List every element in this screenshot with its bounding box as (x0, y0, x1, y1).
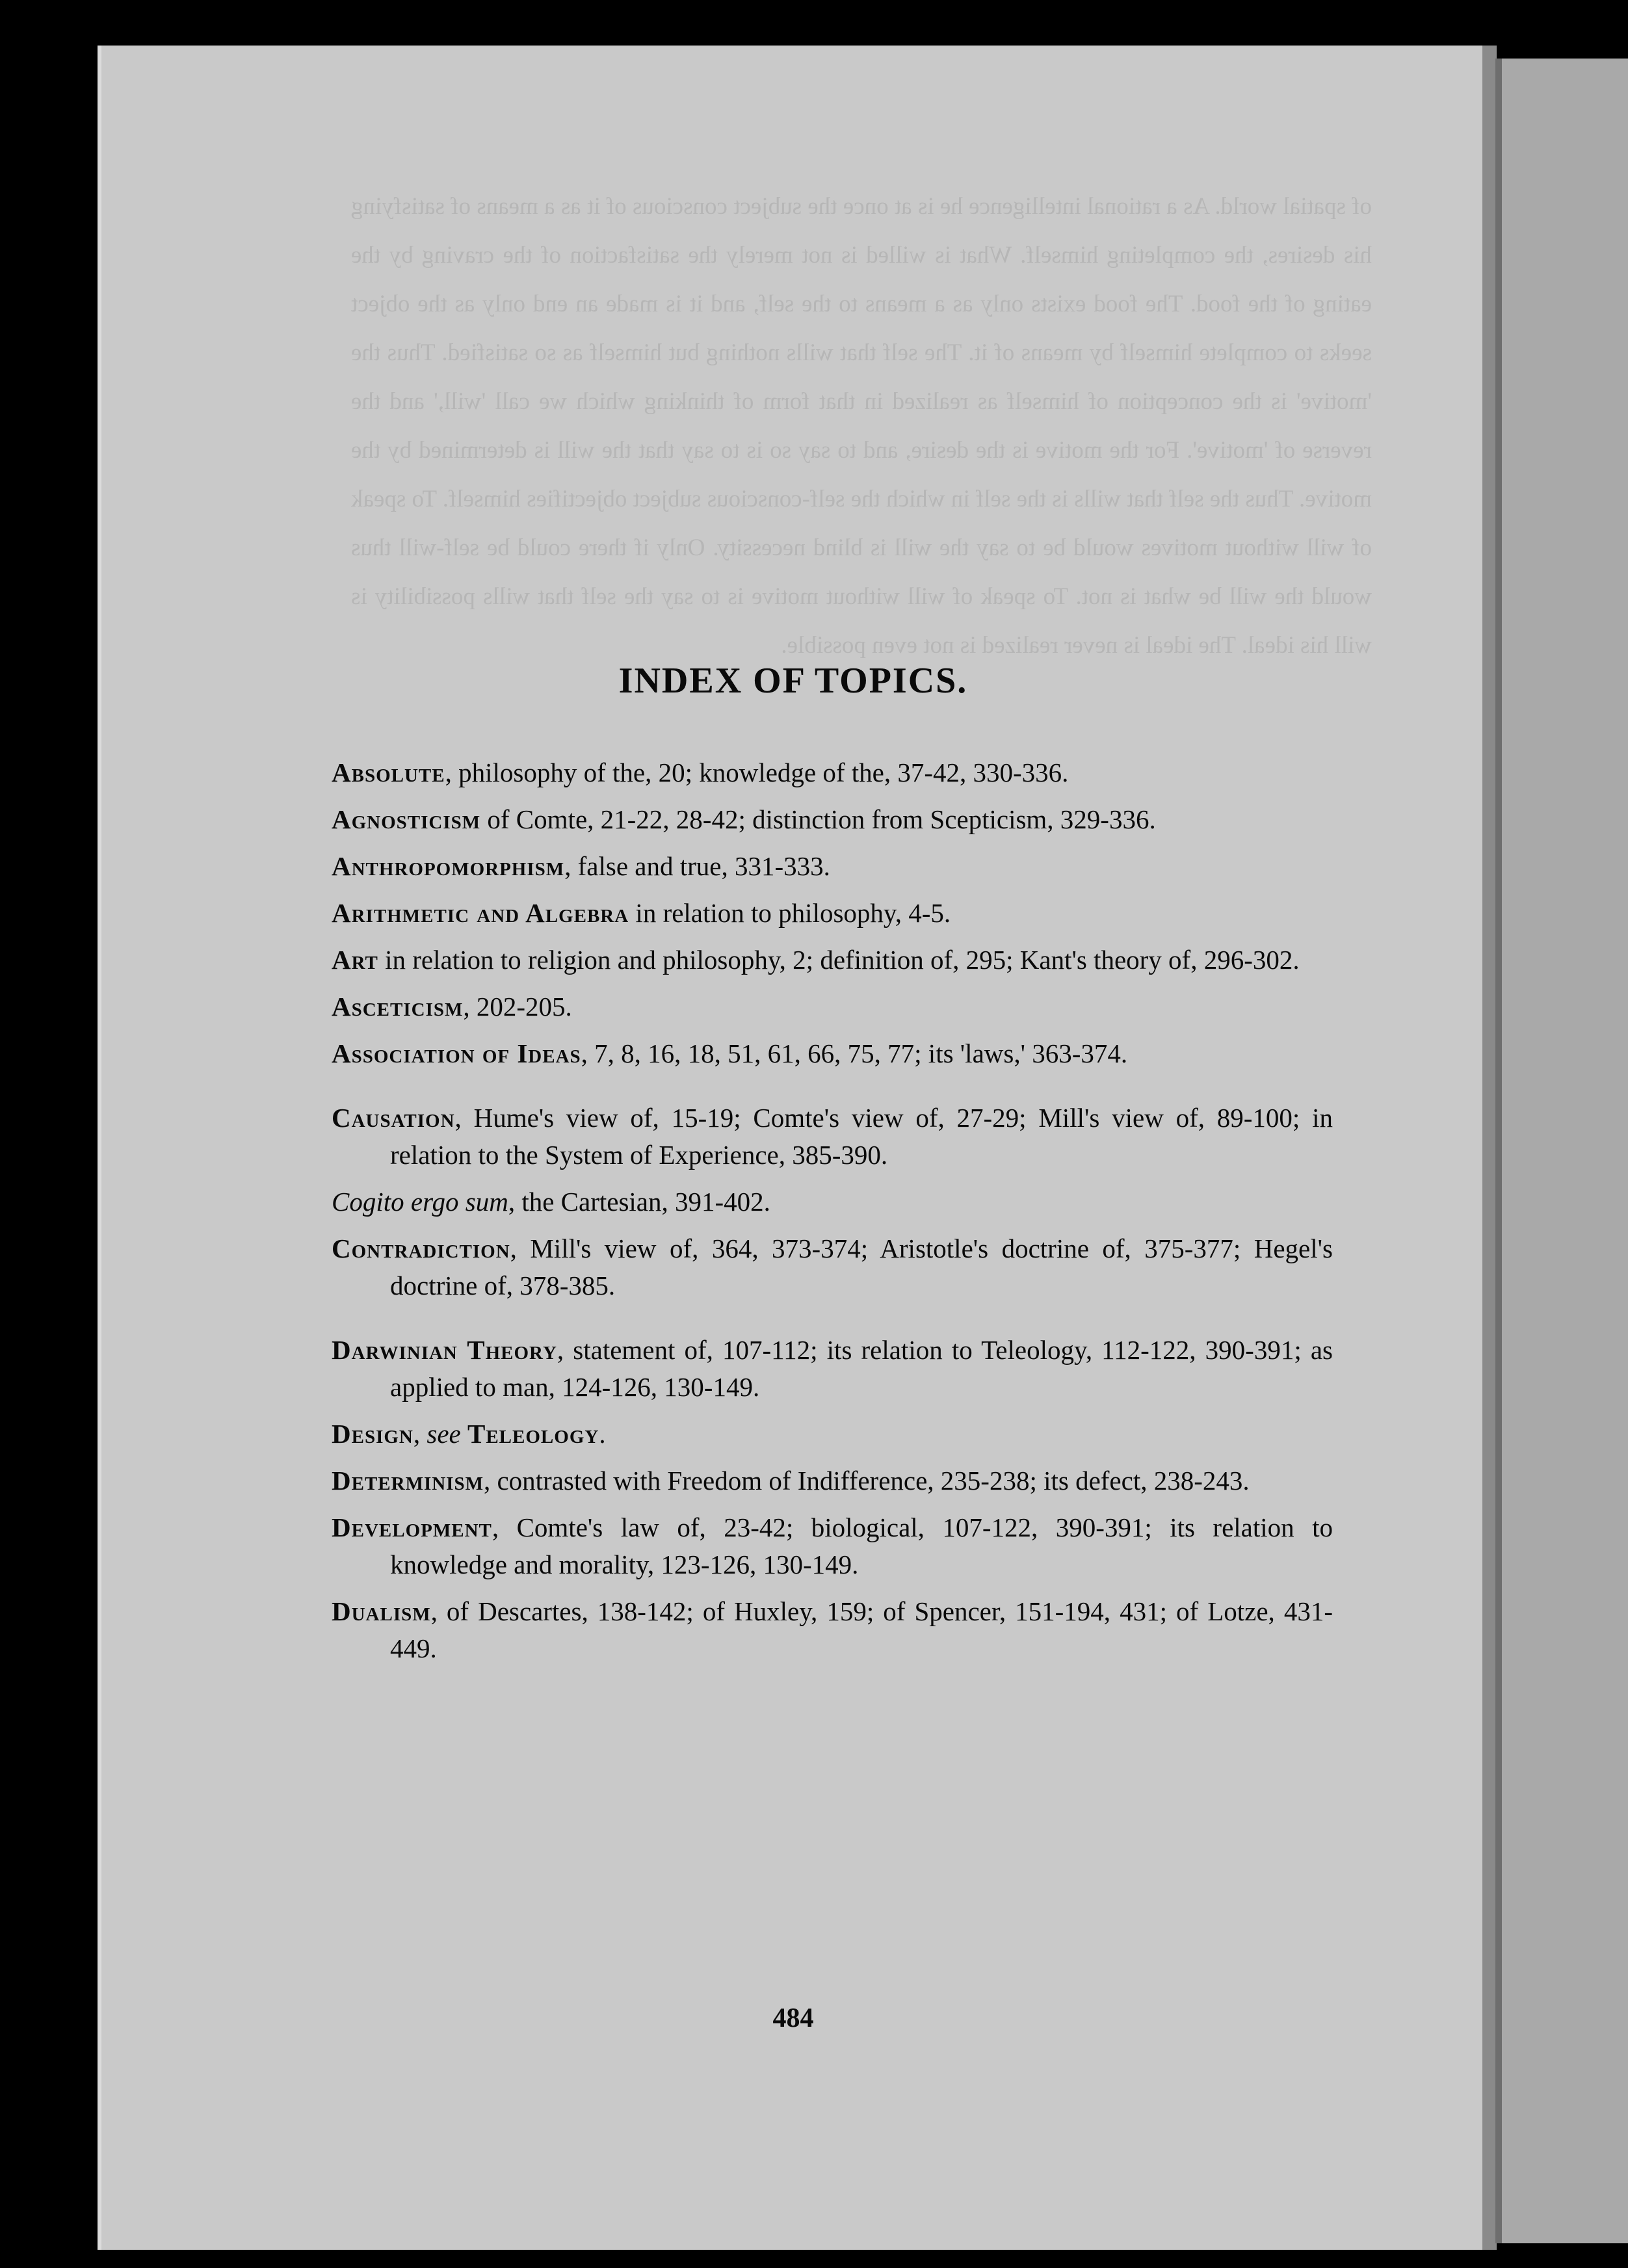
entry-heading: Causation (332, 1103, 455, 1133)
page-number: 484 (772, 2003, 814, 2033)
entry-heading: Dualism (332, 1596, 431, 1626)
facing-page-edge (1495, 59, 1628, 2243)
entry-text: in relation to religion and philosophy, 2; definition of, 295; Kant's theory of, 296-302. (378, 945, 1300, 975)
index-entry (332, 988, 1333, 1025)
index-entry (332, 942, 1333, 979)
page-gutter (1482, 46, 1497, 2250)
entry-heading: Agnosticism (332, 804, 481, 834)
index-entry (332, 801, 1333, 838)
entry-text: , 7, 8, 16, 18, 51, 61, 66, 75, 77; its 'laws,' 363-374. (581, 1038, 1128, 1068)
entry-heading: Cogito ergo sum (332, 1187, 508, 1217)
index-entry (332, 1100, 1333, 1174)
entry-heading: Darwinian Theory (332, 1335, 557, 1365)
entry-text: of Comte, 21-22, 28-42; distinction from Scepticism, 329-336. (480, 804, 1156, 834)
index-entry (332, 895, 1333, 932)
index-entry (332, 1230, 1333, 1304)
entry-heading: Anthropomorphism (332, 851, 565, 881)
entry-text: , the Cartesian, 391-402. (508, 1187, 770, 1217)
entry-text: , Mill's view of, 364, 373-374; Aristotle's doctrine of, 375-377; Hegel's doctrine of, 378-385. (390, 1233, 1333, 1300)
index-entry (332, 848, 1333, 885)
entry-text: , Comte's law of, 23-42; biological, 107-122, 390-391; its relation to knowledge and morality, 123-126, 130-149. (390, 1512, 1333, 1579)
entry-heading: Absolute (332, 758, 445, 787)
entry-text: , false and true, 331-333. (564, 851, 830, 881)
entry-text: , Hume's view of, 15-19; Comte's view of, 27-29; Mill's view of, 89-100; in relation to the System of Experience, 385-390. (390, 1103, 1333, 1170)
index-entry (332, 1183, 1333, 1220)
bleed-through-text: of spatial world. As a rational intelligence he is at once the subject conscious of it as a means of satisfying his desires, the completing himself. What is willed is not merely the satisfaction of the craving by the eating of the food. The food exists only as a means to the self, and it is made an end only as the object seeks to complete himself by means of it. The self that wills nothing but himself as so satisfied. Thus the 'motive' is the conception of himself as realized in that form of thinking which we call 'will,' and the reverse of 'motive'. For the motive is the desire, and to say so is to say that the will is determined by the motive. Thus the self that wills is the self in which the self-conscious subject objectifies himself. To speak of will without motives would be to say the will is blind necessity. Only if there could be self-will thus would the will be what is not. To speak of will without motive is to say the self that wills possibility is will his ideal. The ideal is never realized is not even possible. (351, 193, 1372, 659)
entry-text: , 202-205. (463, 992, 572, 1022)
entry-text: , philosophy of the, 20; knowledge of the, 37-42, 330-336. (445, 758, 1069, 787)
entry-text: , contrasted with Freedom of Indifference, 235-238; its defect, 238-243. (483, 1466, 1250, 1496)
entry-heading: Arithmetic and Algebra (332, 898, 629, 928)
entry-text: , statement of, 107-112; its relation to Teleology, 112-122, 390-391; as applied to man, 124-126, 130-149. (390, 1335, 1333, 1402)
entry-see: see (427, 1419, 461, 1449)
index-entry (332, 1462, 1333, 1499)
index-entry (332, 1593, 1333, 1667)
entry-heading: Determinism (332, 1466, 484, 1496)
index-entries (332, 754, 1333, 1677)
entry-heading: Association of Ideas (332, 1038, 581, 1068)
index-entry (332, 1509, 1333, 1583)
index-entry (332, 1332, 1333, 1406)
index-entry: Design, see Teleology. (332, 1419, 606, 1449)
entry-cross-reference: Teleology (467, 1419, 599, 1449)
index-entry (332, 1035, 1333, 1072)
entry-heading: Contradiction (332, 1233, 510, 1263)
index-entry (332, 754, 1333, 791)
entry-heading: Design (332, 1419, 414, 1449)
entry-text: , of Descartes, 138-142; of Huxley, 159; of Spencer, 151-194, 431; of Lotze, 431-449. (390, 1596, 1333, 1663)
page-title: INDEX OF TOPICS. (618, 661, 968, 701)
entry-text: in relation to philosophy, 4-5. (629, 898, 951, 928)
entry-heading: Development (332, 1512, 492, 1542)
entry-heading: Asceticism (332, 992, 464, 1022)
entry-heading: Art (332, 945, 378, 975)
